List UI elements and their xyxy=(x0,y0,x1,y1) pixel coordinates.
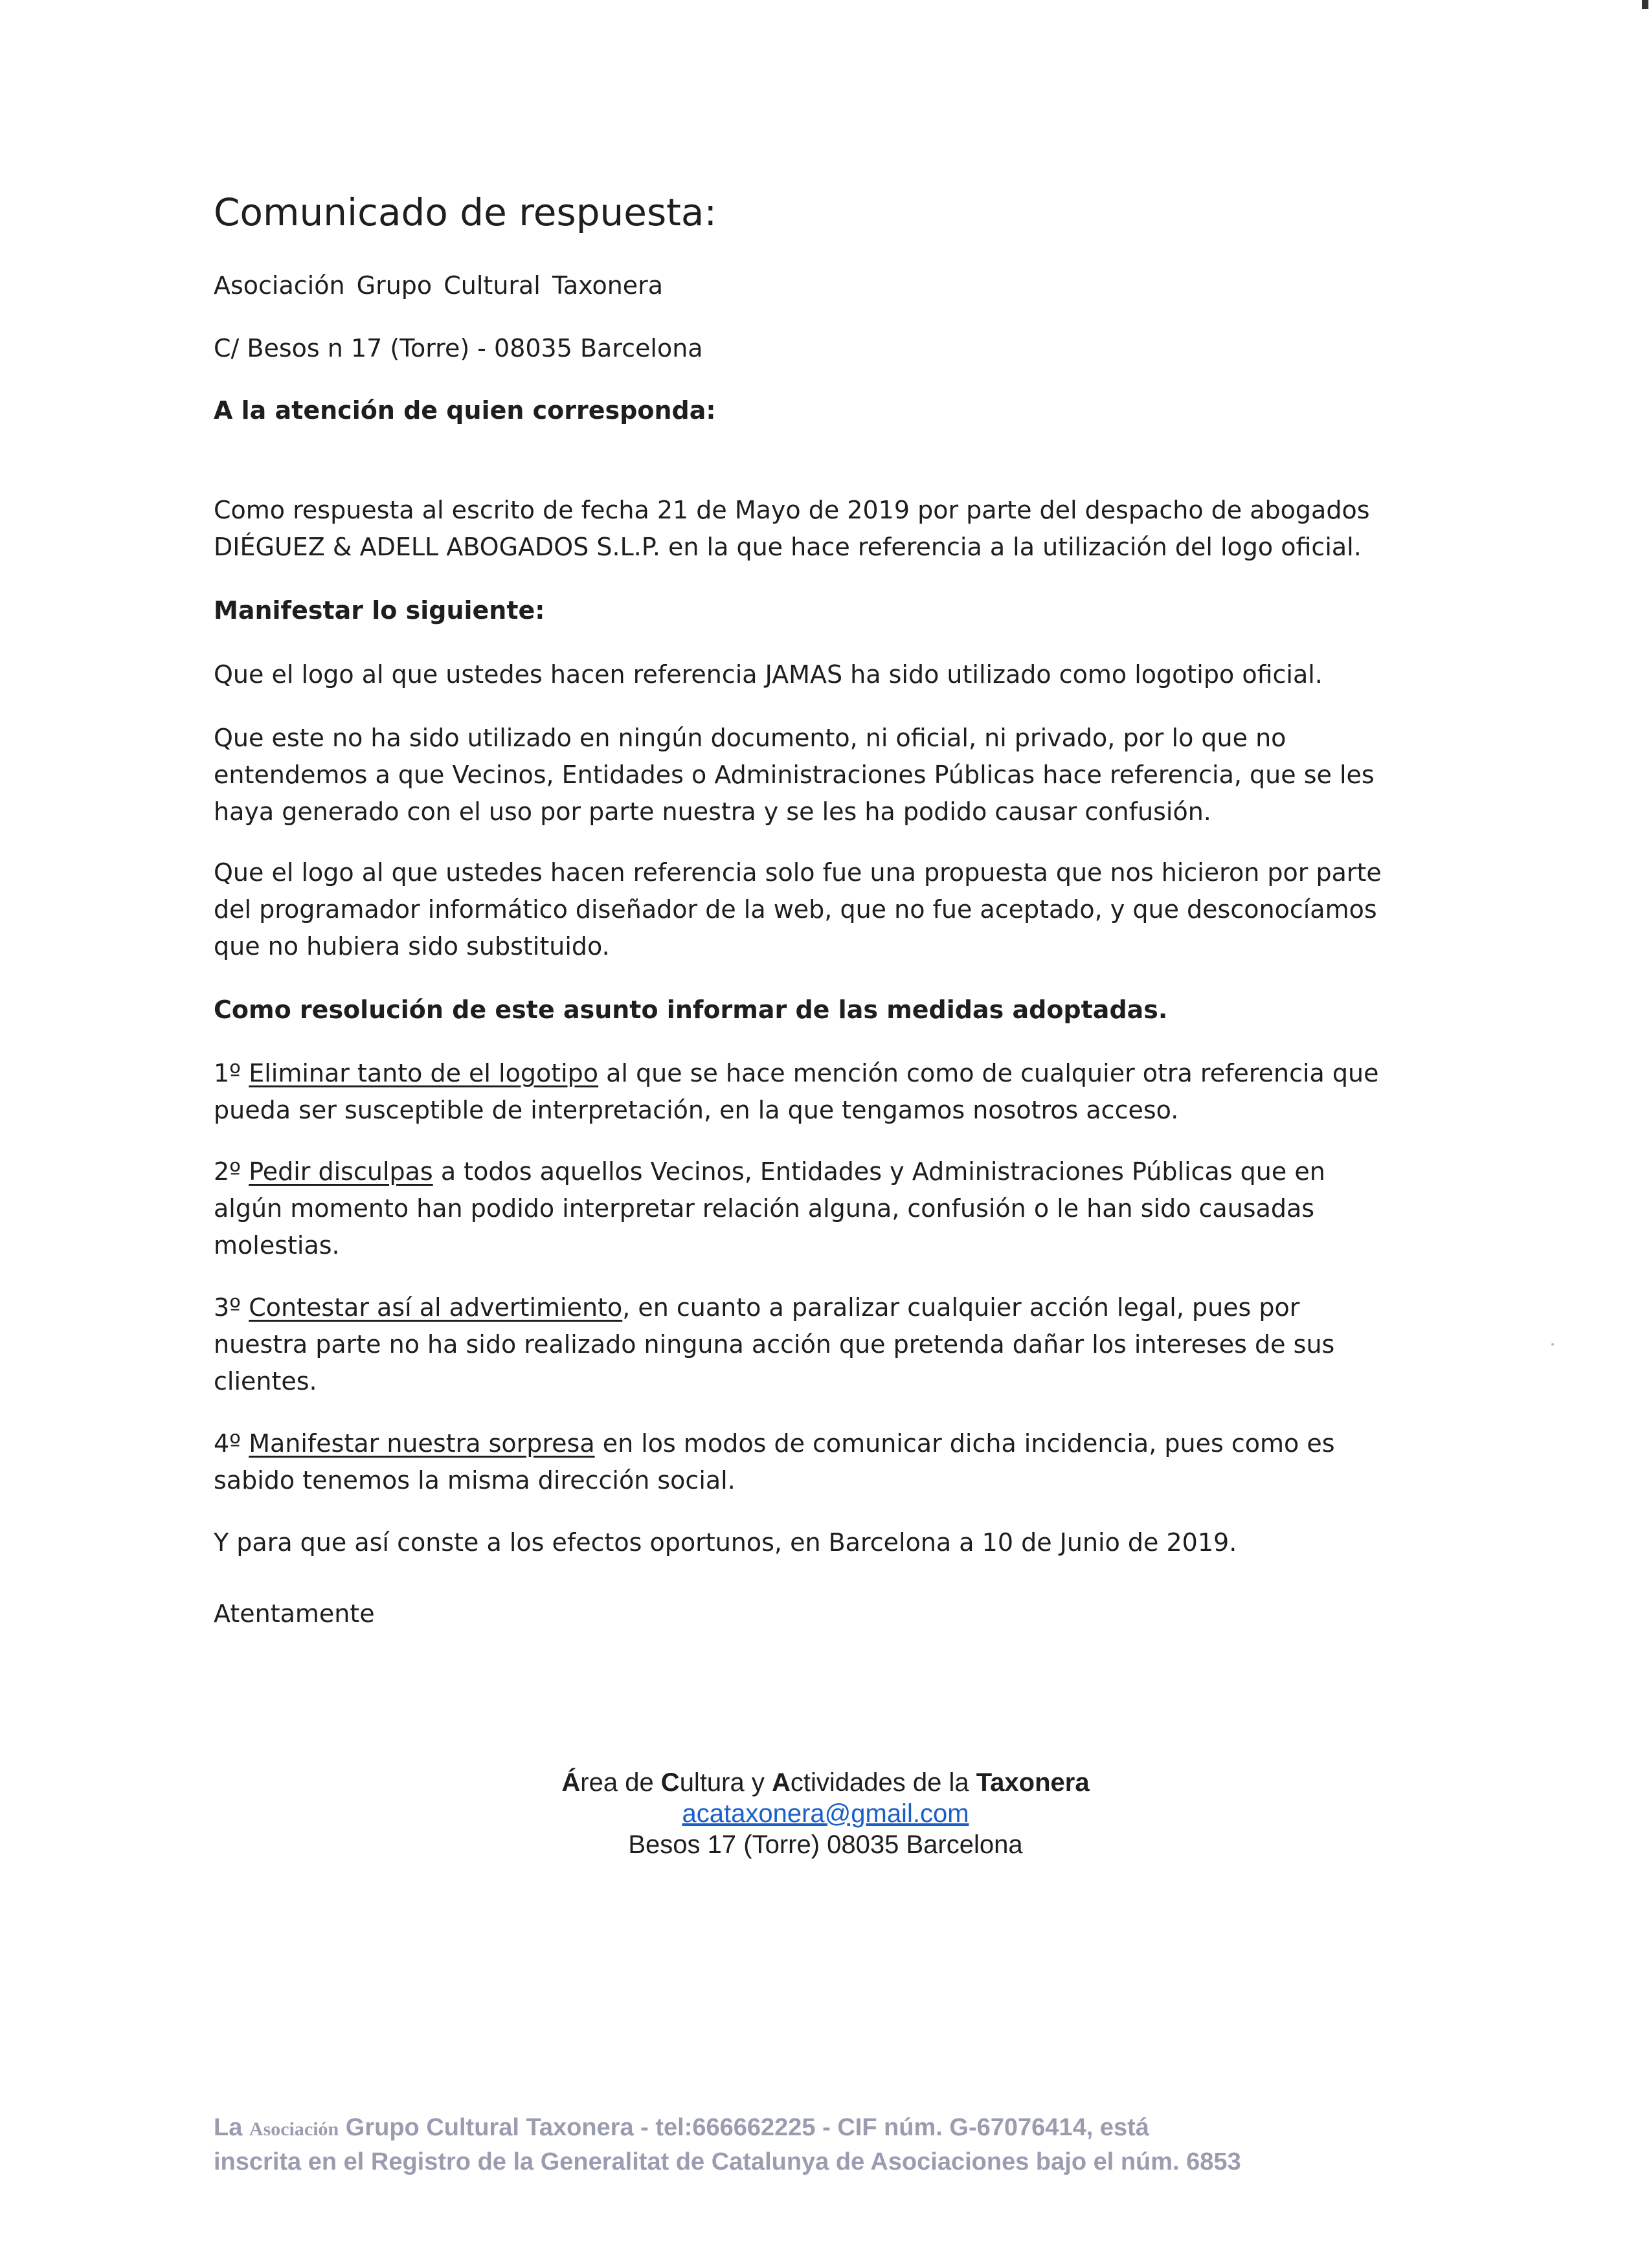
measure-text: en los modos de comunicar dicha incidencia, pues como es xyxy=(594,1429,1335,1458)
document-title: Comunicado de respuesta: xyxy=(214,190,717,234)
point-line: entendemos a que Vecinos, Entidades o Administraciones Públicas hace referencia, que se les xyxy=(214,761,1375,789)
measure-1 xyxy=(214,1055,1444,1129)
intro-line: Como respuesta al escrito de fecha 21 de Mayo de 2019 por parte del despacho de abogados xyxy=(214,496,1370,524)
measure-text: , en cuanto a paralizar cualquier acción legal, pues por xyxy=(622,1293,1300,1322)
footer-line: inscrita en el Registro de la Generalitat de Catalunya de Asociaciones bajo el núm. 6853 xyxy=(214,2148,1241,2175)
measure-line: clientes. xyxy=(214,1367,317,1395)
scan-speck xyxy=(1551,1343,1554,1346)
measure-line: molestias. xyxy=(214,1231,340,1260)
measure-4 xyxy=(214,1425,1444,1499)
sender-address: C/ Besos n 17 (Torre) - 08035 Barcelona xyxy=(214,334,703,362)
intro-paragraph xyxy=(214,492,1444,566)
point-line: Que este no ha sido utilizado en ningún documento, ni oficial, ni privado, por lo que no xyxy=(214,724,1286,752)
intro-line: DIÉGUEZ & ADELL ABOGADOS S.L.P. en la que hace referencia a la utilización del logo oficial. xyxy=(214,533,1362,561)
measure-3 xyxy=(214,1289,1444,1400)
point-2 xyxy=(214,720,1444,830)
resolution-heading: Como resolución de este asunto informar de las medidas adoptadas. xyxy=(214,995,1168,1024)
footer-asociacion: Asociación xyxy=(249,2118,339,2140)
point-line: Que el logo al que ustedes hacen referencia solo fue una propuesta que nos hicieron por parte xyxy=(214,858,1382,887)
measure-title: Manifestar nuestra sorpresa xyxy=(249,1429,595,1458)
measure-title: Contestar así al advertimiento xyxy=(249,1293,623,1322)
measure-line: algún momento han podido interpretar relación alguna, confusión o le han sido causadas xyxy=(214,1194,1315,1223)
signature-address: Besos 17 (Torre) 08035 Barcelona xyxy=(628,1830,1023,1859)
point-line: del programador informático diseñador de la web, que no fue aceptado, y que desconocíamos xyxy=(214,895,1377,924)
valediction: Atentamente xyxy=(214,1599,375,1628)
measure-line: nuestra parte no ha sido realizado ninguna acción que pretenda dañar los intereses de sus xyxy=(214,1330,1335,1359)
measure-number: 4º xyxy=(214,1429,241,1458)
measure-number: 2º xyxy=(214,1157,241,1186)
measure-title: Pedir disculpas xyxy=(249,1157,433,1186)
attention-line: A la atención de quien corresponda: xyxy=(214,396,716,425)
measure-text: al que se hace mención como de cualquier otra referencia que xyxy=(598,1059,1379,1087)
measure-text: a todos aquellos Vecinos, Entidades y Administraciones Públicas que en xyxy=(432,1157,1325,1186)
sender-name: Asociación Grupo Cultural Taxonera xyxy=(214,271,664,300)
measure-line: sabido tenemos la misma dirección social. xyxy=(214,1466,736,1495)
point-1: Que el logo al que ustedes hacen referencia JAMAS ha sido utilizado como logotipo oficial. xyxy=(214,660,1323,689)
measure-number: 3º xyxy=(214,1293,241,1322)
measure-title: Eliminar tanto de el logotipo xyxy=(249,1059,599,1087)
point-3 xyxy=(214,854,1444,965)
footer-registration: La Asociación Grupo Cultural Taxonera - tel:666662225 - CIF núm. G-67076414, está inscrita en el Registro de la Generalitat de Catalunya de Asociaciones bajo el núm. 6853 xyxy=(214,2111,1509,2178)
measure-line: pueda ser susceptible de interpretación, en la que tengamos nosotros acceso. xyxy=(214,1096,1179,1124)
point-line: que no hubiera sido substituido. xyxy=(214,932,610,961)
measure-number: 1º xyxy=(214,1059,241,1087)
signature-email-row xyxy=(0,1798,1651,1829)
signature-organization: Área de Cultura y Actividades de la Taxonera xyxy=(561,1768,1090,1797)
scan-corner-mark xyxy=(1642,0,1648,9)
signature-email-link[interactable]: acataxonera@gmail.com xyxy=(682,1799,969,1828)
closing-statement: Y para que así conste a los efectos oportunos, en Barcelona a 10 de Junio de 2019. xyxy=(214,1528,1237,1557)
measure-2 xyxy=(214,1153,1444,1264)
point-line: haya generado con el uso por parte nuestra y se les ha podido causar confusión. xyxy=(214,797,1211,826)
manifest-heading: Manifestar lo siguiente: xyxy=(214,596,545,625)
